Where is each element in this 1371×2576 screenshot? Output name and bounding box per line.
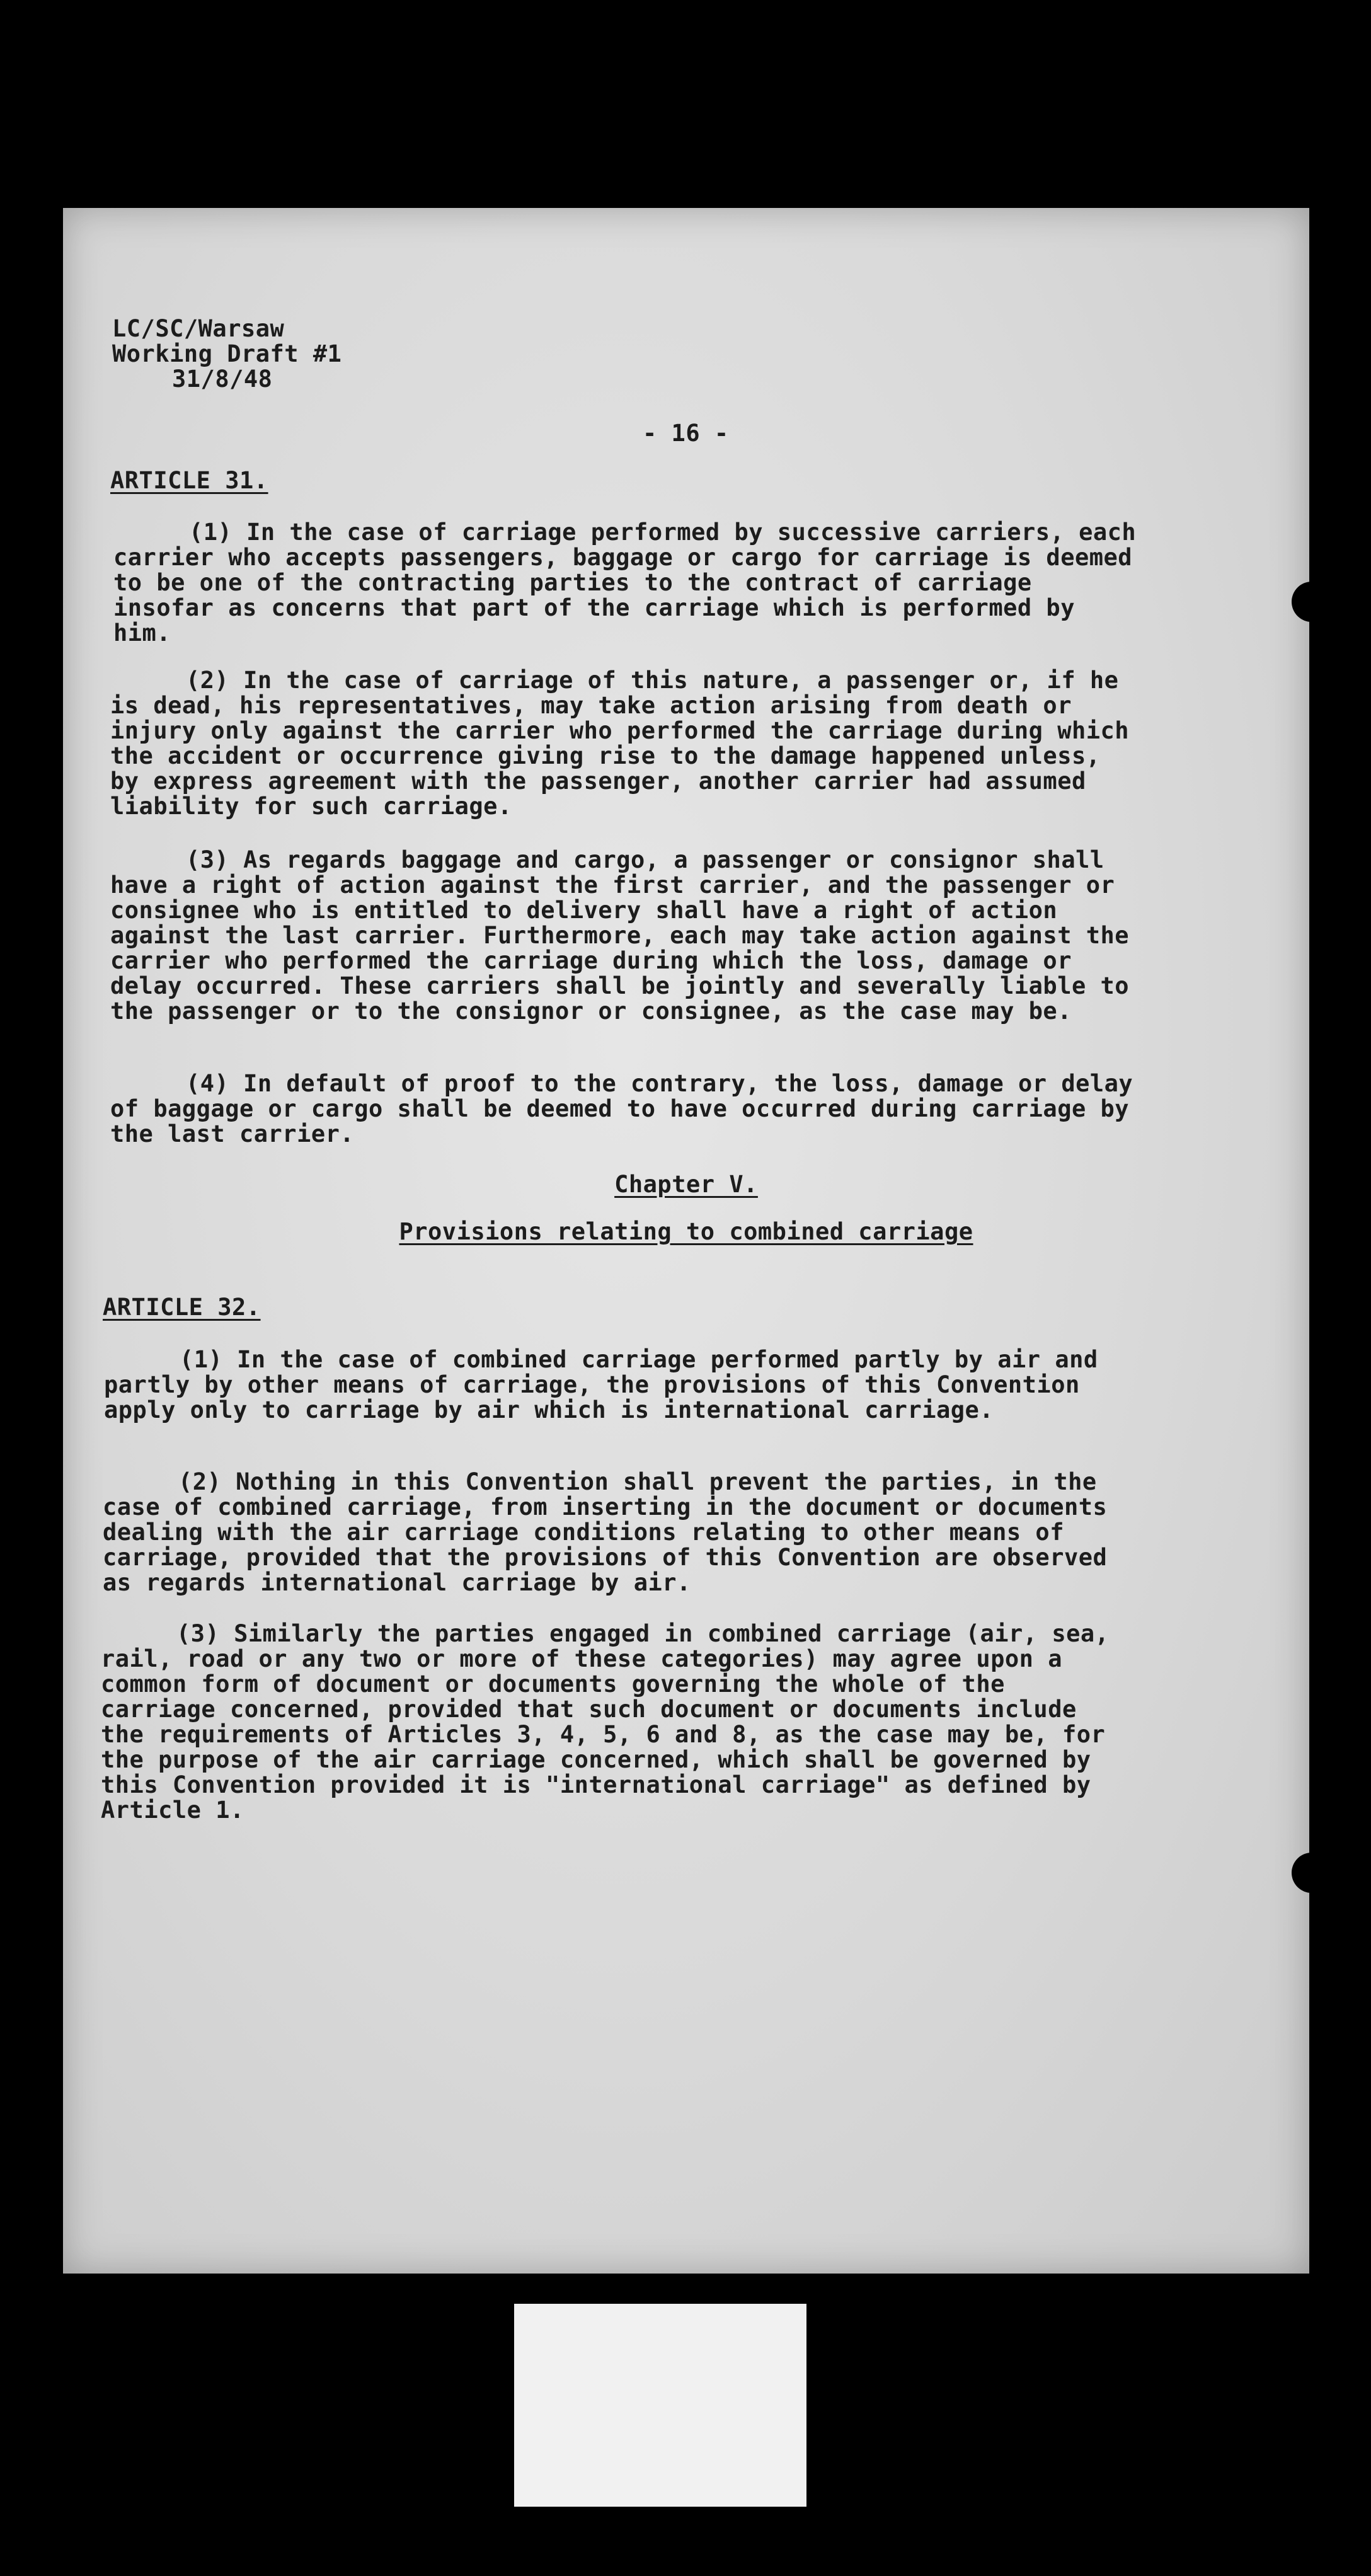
article-31-paragraph-2: (2) In the case of carriage of this nature, a passenger or, if he is dead, his representatives, may take action arising from death or injury only against the carrier who performed the carriage during which the accident or occurrence giving rise to the damage happened unless, by express agreement with the passenger, another carrier had assumed liability for such carriage. xyxy=(110,667,1130,820)
ref-line-committee: LC/SC/Warsaw xyxy=(112,315,285,342)
chapter-title-wrap xyxy=(63,1172,1309,1197)
article-31-paragraph-3: (3) As regards baggage and cargo, a passenger or consignor shall have a right of action against the first carrier, and the passenger or consignee who is entitled to delivery shall have a right of action against the last carrier. Furthermore, each may take action against the carrier who performed the carriage during which the loss, damage or delay occurred. These carriers shall be jointly and severally liable to the passenger or to the consignor or consignee, as the case may be. xyxy=(110,846,1130,1025)
ref-line-draft: Working Draft #1 xyxy=(112,340,342,367)
article-32-paragraph-3: (3) Similarly the parties engaged in combined carriage (air, sea, rail, road or any two or more of these categories) may agree upon a common form of document or documents governing the whole of the carriage concerned, provided that such document or documents include the requirements of Articles 3, 4, 5, 6 and 8, as the case may be, for the purpose of the air carriage concerned, which shall be governed by this Convention provided it is "international carriage" as defined by Article 1. xyxy=(101,1620,1110,1824)
punch-hole-bottom xyxy=(1292,1853,1332,1893)
article-32-heading: ARTICLE 32. xyxy=(103,1294,261,1321)
page-number: - 16 - xyxy=(643,420,729,447)
reference-block xyxy=(112,316,341,392)
punch-hole-top xyxy=(1292,582,1332,622)
chapter-title: Chapter V. xyxy=(614,1171,758,1198)
ref-line-date: 31/8/48 xyxy=(172,365,273,393)
article-31-paragraph-1: (1) In the case of carriage performed by successive carriers, each carrier who accepts passengers, baggage or cargo for carriage is deemed to be one of the contracting parties to the contract of carriage insofar as concerns that part of the carriage which is performed by him. xyxy=(113,519,1137,647)
article-32-paragraph-2: (2) Nothing in this Convention shall prevent the parties, in the case of combined carriage, from inserting in the document or documents dealing with the air carriage conditions relating to other means of carriage, provided that the provisions of this Convention are observed as regards international carriage by air. xyxy=(103,1468,1108,1596)
chapter-subtitle: Provisions relating to combined carriage xyxy=(399,1218,973,1245)
chapter-subtitle-wrap xyxy=(63,1219,1309,1245)
blank-target-card xyxy=(514,2304,806,2507)
article-31-paragraph-4: (4) In default of proof to the contrary, the loss, damage or delay of baggage or cargo shall be deemed to have occurred during carriage by the last carrier. xyxy=(110,1070,1133,1147)
article-32-paragraph-1: (1) In the case of combined carriage performed partly by air and partly by other means of carriage, the provisions of this Convention apply only to carriage by air which is international carriage. xyxy=(104,1346,1098,1423)
article-31-heading: ARTICLE 31. xyxy=(110,467,268,494)
